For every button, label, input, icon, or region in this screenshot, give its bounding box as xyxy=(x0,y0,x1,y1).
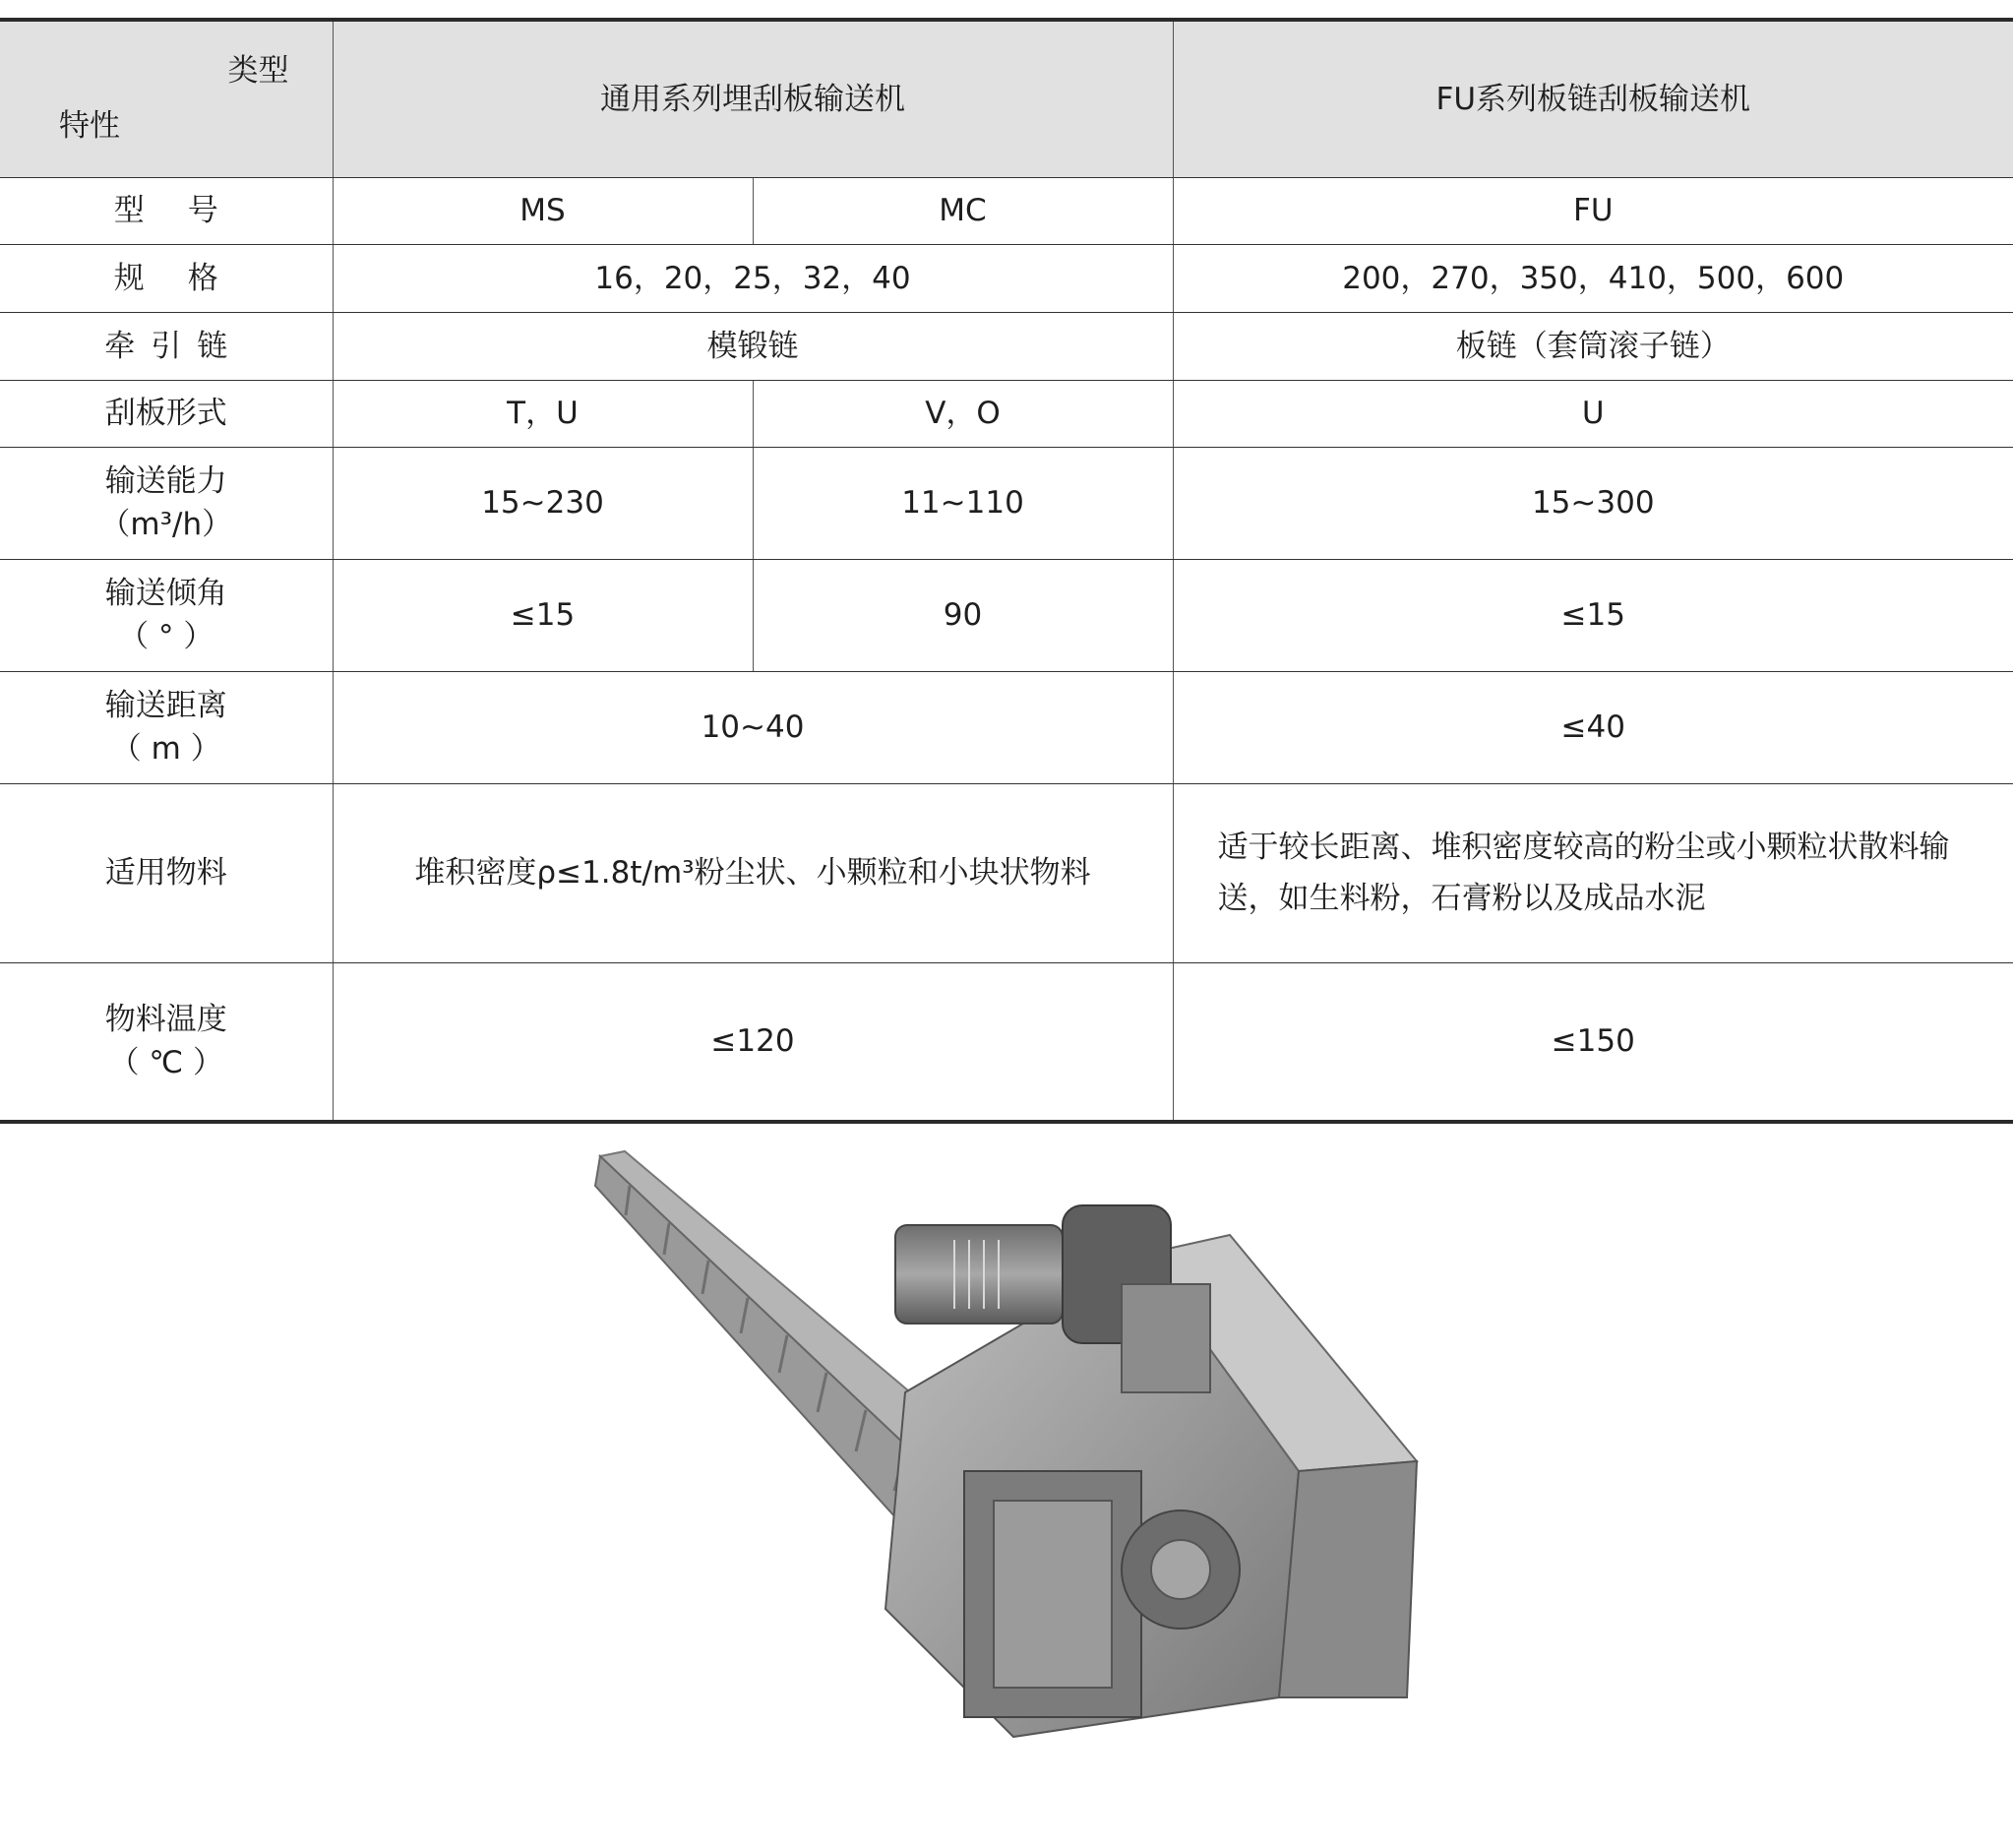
distance-general: 10~40 xyxy=(333,671,1173,783)
material-general: 堆积密度ρ≤1.8t/m³粉尘状、小颗粒和小块状物料 xyxy=(333,783,1173,962)
corner-property-label: 特性 xyxy=(59,107,120,144)
temperature-fu: ≤150 xyxy=(1173,962,2013,1122)
distance-unit: （ m ） xyxy=(110,731,221,767)
conveyor-machine-illustration xyxy=(590,1146,1427,1756)
table-row xyxy=(0,559,2013,671)
table-row xyxy=(0,671,2013,783)
table-row xyxy=(0,244,2013,312)
model-ms: MS xyxy=(333,177,753,244)
incline-fu: ≤15 xyxy=(1173,559,2013,671)
scraper-mc: V，O xyxy=(753,380,1173,447)
general-series-header: 通用系列埋刮板输送机 xyxy=(333,20,1173,177)
row-label-scraper: 刮板形式 xyxy=(0,380,333,447)
spec-general: 16，20，25，32，40 xyxy=(333,244,1173,312)
distance-label: 输送距离 xyxy=(104,688,227,723)
row-label-spec: 规格 xyxy=(0,244,333,312)
table-row xyxy=(0,312,2013,380)
corner-type-label: 类型 xyxy=(227,53,289,89)
incline-ms: ≤15 xyxy=(333,559,753,671)
table-row xyxy=(0,177,2013,244)
capacity-ms: 15~230 xyxy=(333,447,753,559)
chain-fu: 板链（套筒滚子链） xyxy=(1173,312,2013,380)
material-fu: 适于较长距离、堆积密度较高的粉尘或小颗粒状散料输送，如生料粉，石膏粉以及成品水泥 xyxy=(1173,783,2013,962)
table-row xyxy=(0,447,2013,559)
row-label-chain: 牵引链 xyxy=(0,312,333,380)
temperature-label: 物料温度 xyxy=(104,1002,227,1038)
capacity-mc: 11~110 xyxy=(753,447,1173,559)
row-label-incline xyxy=(0,559,333,671)
row-label-capacity xyxy=(0,447,333,559)
scraper-ms: T，U xyxy=(333,380,753,447)
model-mc: MC xyxy=(753,177,1173,244)
incline-unit: （ ° ） xyxy=(118,619,214,654)
diagonal-corner-cell xyxy=(0,20,333,177)
row-label-model: 型号 xyxy=(0,177,333,244)
capacity-fu: 15~300 xyxy=(1173,447,2013,559)
row-label-distance xyxy=(0,671,333,783)
table-row xyxy=(0,380,2013,447)
capacity-unit: （m³/h） xyxy=(99,507,233,542)
row-label-material: 适用物料 xyxy=(0,783,333,962)
temperature-unit: （ ℃ ） xyxy=(108,1045,224,1081)
row-label-temperature xyxy=(0,962,333,1122)
header-row xyxy=(0,20,2013,177)
spec-fu: 200，270，350，410，500，600 xyxy=(1173,244,2013,312)
chain-general: 模锻链 xyxy=(333,312,1173,380)
scraper-fu: U xyxy=(1173,380,2013,447)
incline-mc: 90 xyxy=(753,559,1173,671)
capacity-label: 输送能力 xyxy=(104,463,227,499)
spec-table xyxy=(0,18,2013,1124)
fu-series-header: FU系列板链刮板输送机 xyxy=(1173,20,2013,177)
table-row xyxy=(0,783,2013,962)
temperature-general: ≤120 xyxy=(333,962,1173,1122)
distance-fu: ≤40 xyxy=(1173,671,2013,783)
table-row xyxy=(0,962,2013,1122)
incline-label: 输送倾角 xyxy=(104,576,227,611)
model-fu: FU xyxy=(1173,177,2013,244)
